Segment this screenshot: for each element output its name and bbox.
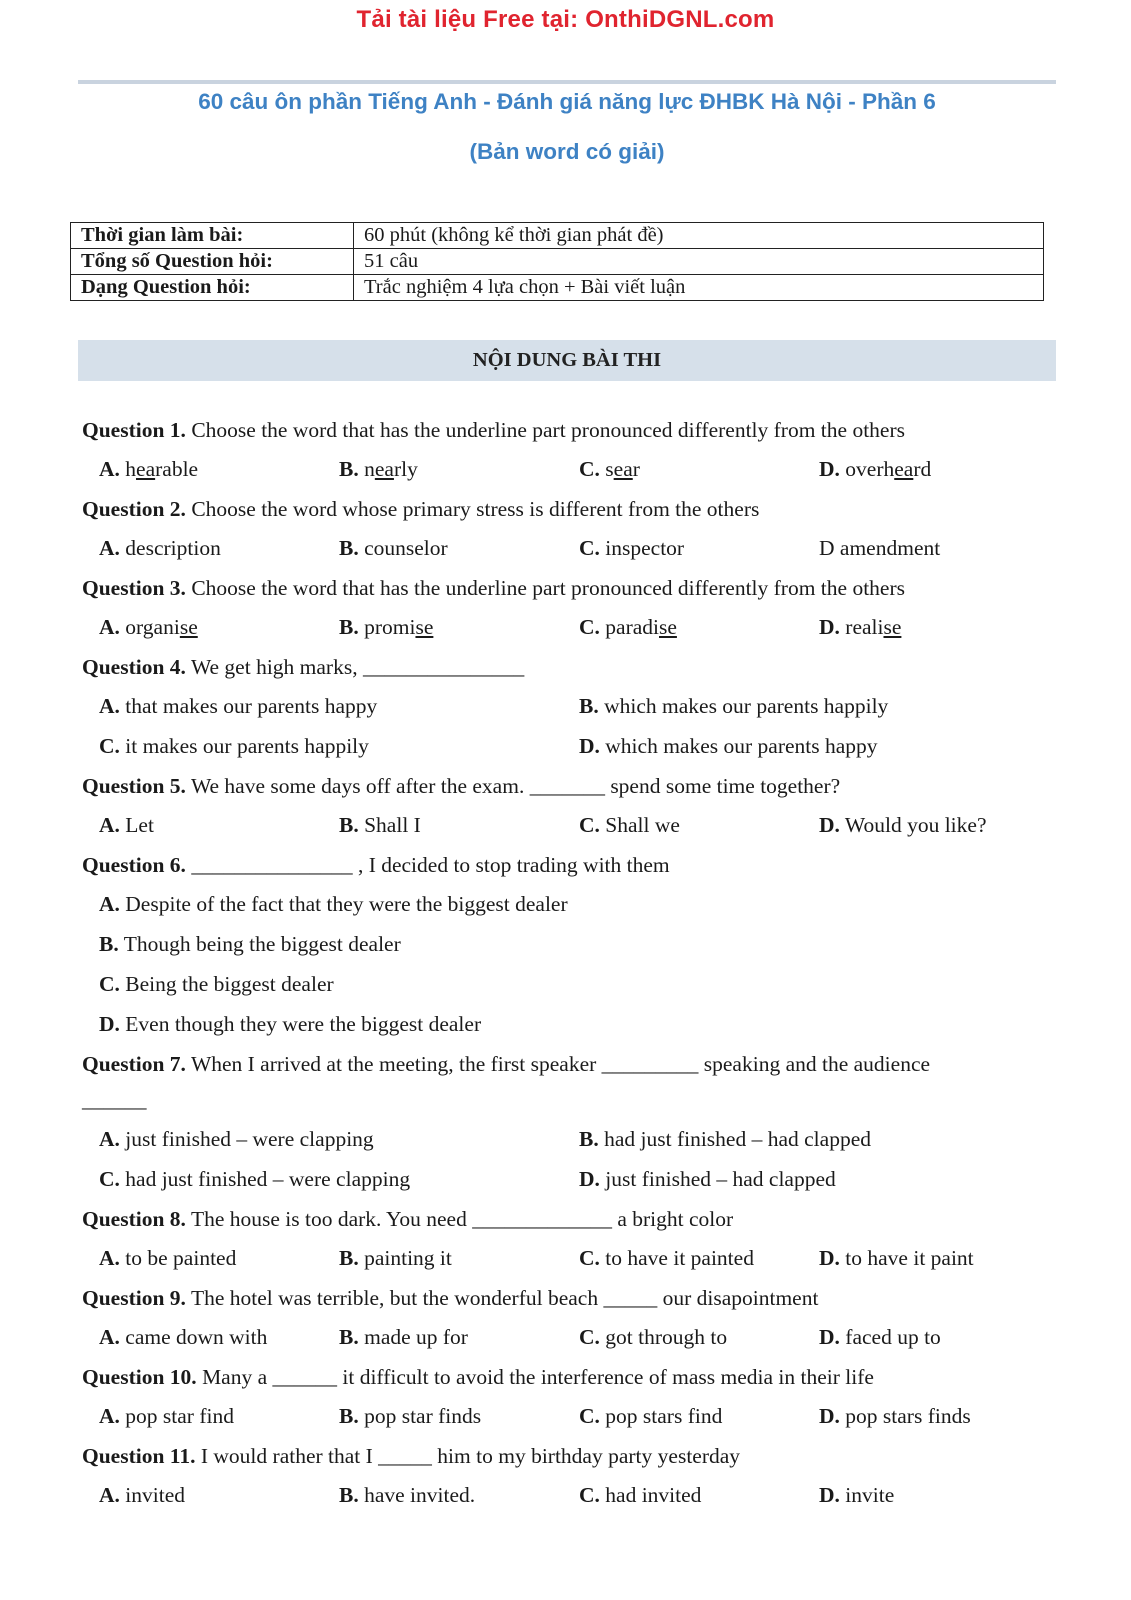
question-label: Question 1. <box>82 418 186 442</box>
question-10-option-c[interactable]: C. pop stars find <box>579 1404 723 1428</box>
question-9 <box>82 1278 1056 1318</box>
question-text: The hotel was terrible, but the wonderful beach _____ our disapointment <box>190 1286 819 1310</box>
question-5-option-a[interactable]: A. Let <box>99 813 154 837</box>
question-11-option-a[interactable]: A. invited <box>99 1483 185 1507</box>
question-3-option-a[interactable]: A. organise <box>99 615 198 639</box>
question-8-option-b[interactable]: B. painting it <box>339 1246 452 1270</box>
question-label: Question 4. <box>82 655 186 679</box>
header-rule <box>78 80 1056 84</box>
question-10-option-d[interactable]: D. pop stars finds <box>819 1404 971 1428</box>
table-row <box>71 275 1044 301</box>
question-3-option-b[interactable]: B. promise <box>339 615 434 639</box>
question-8-option-d[interactable]: D. to have it paint <box>819 1246 974 1270</box>
question-6-option-b[interactable]: B. Though being the biggest dealer <box>99 932 401 956</box>
question-text: We get high marks, _______________ <box>190 655 525 679</box>
question-8-option-a[interactable]: A. to be painted <box>99 1246 237 1270</box>
question-5-option-c[interactable]: C. Shall we <box>579 813 680 837</box>
question-4-option-b[interactable]: B. which makes our parents happily <box>579 694 889 718</box>
question-1 <box>82 410 1056 450</box>
question-5 <box>82 766 1056 806</box>
question-6-option-a[interactable]: A. Despite of the fact that they were the biggest dealer <box>99 892 568 916</box>
question-text: Choose the word that has the underline part pronounced differently from the others <box>191 418 905 442</box>
download-banner[interactable]: Tải tài liệu Free tại: OnthiDGNL.com <box>356 6 775 33</box>
question-7-option-c[interactable]: C. had just finished – were clapping <box>99 1167 411 1191</box>
question-11 <box>82 1436 1056 1476</box>
question-text: We have some days off after the exam. _______ spend some time together? <box>190 774 841 798</box>
question-label: Question 9. <box>82 1286 186 1310</box>
question-2-option-d[interactable]: D amendment <box>819 536 941 560</box>
question-7-option-d[interactable]: D. just finished – had clapped <box>579 1167 836 1191</box>
info-key: Thời gian làm bài: <box>71 223 354 249</box>
question-label: Question 7. <box>82 1052 186 1076</box>
info-value: 60 phút (không kể thời gian phát đề) <box>354 223 1044 249</box>
question-3 <box>82 568 1056 608</box>
question-8-option-c[interactable]: C. to have it painted <box>579 1246 754 1270</box>
question-6-option-c[interactable]: C. Being the biggest dealer <box>99 972 334 996</box>
question-6-option-d[interactable]: D. Even though they were the biggest dealer <box>99 1012 482 1036</box>
question-text: Choose the word whose primary stress is different from the others <box>191 497 760 521</box>
question-text: I would rather that I _____ him to my birthday party yesterday <box>200 1444 741 1468</box>
question-1-option-d[interactable]: D. overheard <box>819 457 932 481</box>
question-10-option-a[interactable]: A. pop star find <box>99 1404 234 1428</box>
question-4-option-c[interactable]: C. it makes our parents happily <box>99 734 369 758</box>
question-2-option-b[interactable]: B. counselor <box>339 536 448 560</box>
question-1-option-b[interactable]: B. nearly <box>339 457 418 481</box>
question-1-option-c[interactable]: C. sear <box>579 457 640 481</box>
question-9-option-a[interactable]: A. came down with <box>99 1325 268 1349</box>
page-subtitle: (Bản word có giải) <box>469 139 665 164</box>
question-text: Choose the word that has the underline part pronounced differently from the others <box>191 576 905 600</box>
question-label: Question 6. <box>82 853 186 877</box>
table-row <box>71 249 1044 275</box>
question-11-option-c[interactable]: C. had invited <box>579 1483 702 1507</box>
question-5-option-b[interactable]: B. Shall I <box>339 813 421 837</box>
question-1-option-a[interactable]: A. hearable <box>99 457 199 481</box>
question-label: Question 8. <box>82 1207 186 1231</box>
question-5-option-d[interactable]: D. Would you like? <box>819 813 987 837</box>
question-9-option-c[interactable]: C. got through to <box>579 1325 728 1349</box>
question-2-option-c[interactable]: C. inspector <box>579 536 685 560</box>
info-value: Trắc nghiệm 4 lựa chọn + Bài viết luận <box>354 275 1044 301</box>
question-8 <box>82 1199 1056 1239</box>
info-key: Tổng số Question hỏi: <box>71 249 354 275</box>
question-10 <box>82 1357 1056 1397</box>
question-3-option-d[interactable]: D. realise <box>819 615 902 639</box>
question-4-option-d[interactable]: D. which makes our parents happy <box>579 734 878 758</box>
exam-info-table <box>70 222 1044 301</box>
question-7-continuation: ______ <box>82 1088 147 1112</box>
question-9-option-b[interactable]: B. made up for <box>339 1325 468 1349</box>
question-4-option-a[interactable]: A. that makes our parents happy <box>99 694 378 718</box>
question-10-option-b[interactable]: B. pop star finds <box>339 1404 482 1428</box>
section-heading: NỘI DUNG BÀI THI <box>78 340 1056 381</box>
question-label: Question 3. <box>82 576 186 600</box>
question-7 <box>82 1044 1056 1084</box>
question-text: Many a ______ it difficult to avoid the interference of mass media in their life <box>202 1365 874 1389</box>
question-11-option-b[interactable]: B. have invited. <box>339 1483 476 1507</box>
question-11-option-d[interactable]: D. invite <box>819 1483 895 1507</box>
question-3-option-c[interactable]: C. paradise <box>579 615 677 639</box>
question-7-option-a[interactable]: A. just finished – were clapping <box>99 1127 374 1151</box>
info-value: 51 câu <box>354 249 1044 275</box>
question-text: _______________ , I decided to stop trading with them <box>191 853 670 877</box>
page-title: 60 câu ôn phần Tiếng Anh - Đánh giá năng lực ĐHBK Hà Nội - Phần 6 <box>198 89 936 114</box>
question-text: When I arrived at the meeting, the first speaker _________ speaking and the audience <box>190 1052 931 1076</box>
question-2 <box>82 489 1056 529</box>
question-9-option-d[interactable]: D. faced up to <box>819 1325 941 1349</box>
info-key: Dạng Question hỏi: <box>71 275 354 301</box>
question-text: The house is too dark. You need _____________ a bright color <box>190 1207 734 1231</box>
question-label: Question 5. <box>82 774 186 798</box>
question-label: Question 10. <box>82 1365 197 1389</box>
question-6 <box>82 845 1056 885</box>
question-2-option-a[interactable]: A. description <box>99 536 221 560</box>
question-4 <box>82 647 1056 687</box>
question-label: Question 11. <box>82 1444 196 1468</box>
question-label: Question 2. <box>82 497 186 521</box>
table-row <box>71 223 1044 249</box>
question-7-option-b[interactable]: B. had just finished – had clapped <box>579 1127 871 1151</box>
